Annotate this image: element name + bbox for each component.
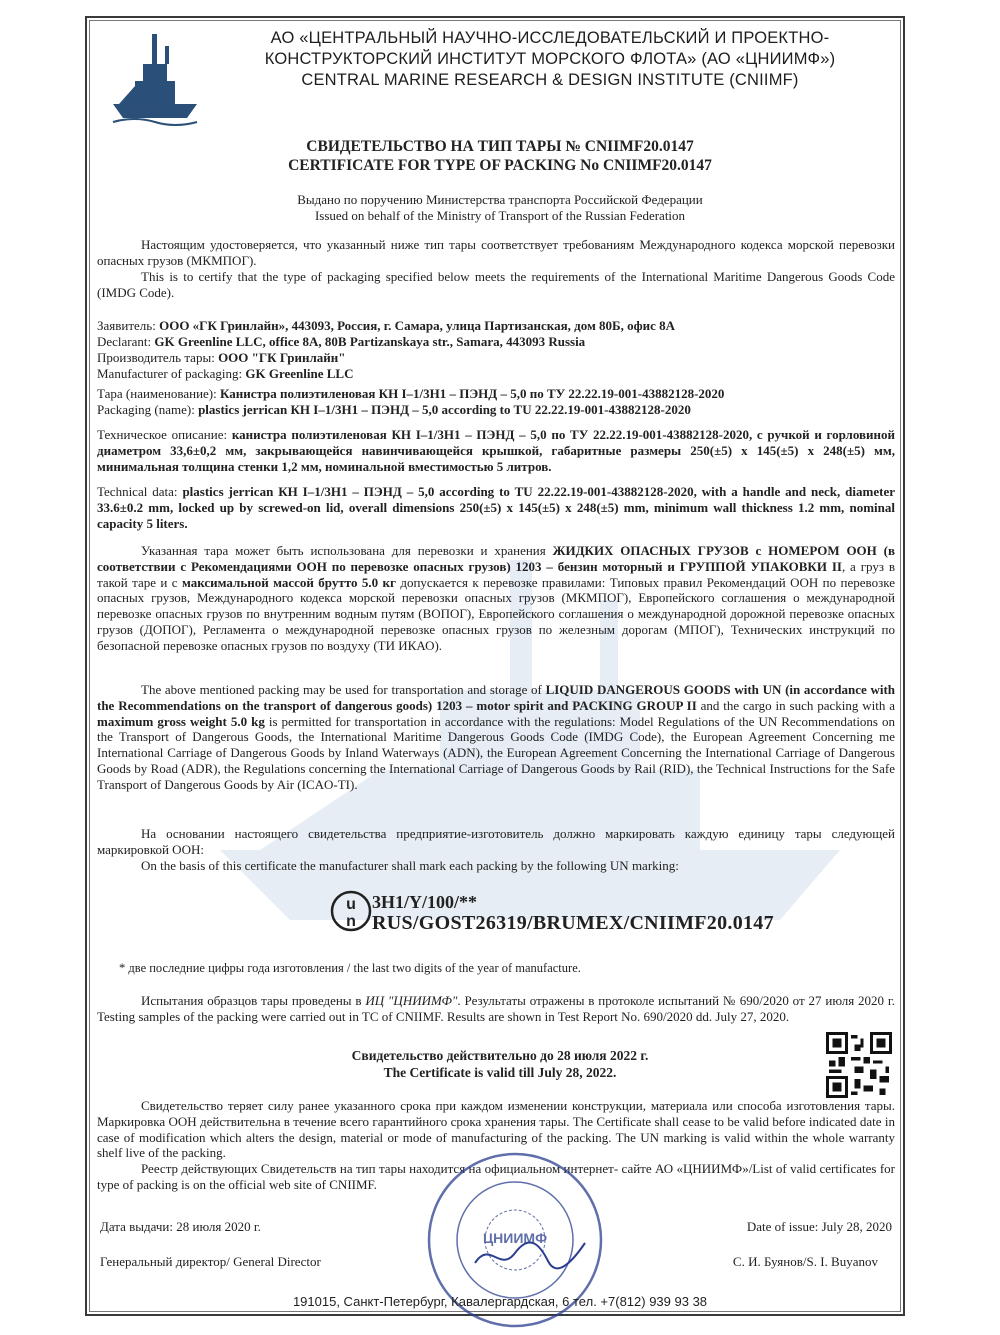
applicant-label: Заявитель:	[97, 318, 156, 333]
tara-value: Канистра полиэтиленовая КН I–1/3Н1 – ПЭНД – 5,0 по ТУ 22.22.19-001-43882128-2020	[220, 386, 725, 401]
tests-part: Испытания образцов тары проведены в	[141, 993, 366, 1008]
marking-en: On the basis of this certificate the manufacturer shall mark each packing by the following UN marking:	[141, 858, 679, 873]
issued-ru: Выдано по поручению Министерства транспорта Российской Федерации	[297, 192, 703, 207]
tech-ru	[97, 427, 895, 474]
packaging-value: plastics jerrican КН I–1/3Н1 – ПЭНД – 5,0 according to TU 22.22.19-001-43882128-2020	[198, 402, 691, 417]
header-line-2: КОНСТРУКТОРСКИЙ ИНСТИТУТ МОРСКОГО ФЛОТА» (АО «ЦНИИМФ»)	[264, 50, 836, 68]
loses-paragraph: Свидетельство теряет силу ранее указанного срока при каждом изменении конструкции, материала или способа изготовления тары. Маркировка ООН действительна в течение всего гарантийного срока хранения тары. The Certificate shall cease to be valid before indicated date in case of modification which alters the design, material or mode of manufacturing of the packing. The UN marking is valid within the whole warranty shelf live of the packing.	[97, 1098, 895, 1161]
certify-en: This is to certify that the type of packaging specified below meets the requirements of the International Maritime Dangerous Goods Code (IMDG Code).	[97, 269, 895, 300]
title-ru: СВИДЕТЕЛЬСТВО НА ТИП ТАРЫ № CNIIMF20.0147	[306, 138, 694, 155]
director-title: Генеральный директор/ General Director	[100, 1254, 321, 1269]
applicant-row	[97, 318, 895, 334]
title-en: CERTIFICATE FOR TYPE OF PACKING No CNIIMF20.0147	[288, 157, 712, 174]
un-marking-line-2: RUS/GOST26319/BRUMEX/CNIIMF20.0147	[372, 912, 774, 934]
usage-en-part: is permitted for transportation in accordance with the regulations: Model Regulations of the UN Recommendations on the Transport of Dangerous Goods, the International Maritime Dangerous Goods Code (IMDG Code), the European Agreement Concerning me International Carriage of Dangerous Goods by Inland Waterways (ADN), the European Agreement Concerning the International Carriage of Dangerous Goods by Road (ADR), the Regulations concerning the International Carriage of Dangerous Goods by Rail (RID), the Technical Instructions for the Safe Transport of Dangerous Goods by Air (ICAO-TI).	[97, 713, 895, 792]
signatory-name: С. И. Буянов/S. I. Buyanov	[732, 1254, 878, 1269]
un-u: u	[346, 896, 356, 913]
header-line-1: АО «ЦЕНТРАЛЬНЫЙ НАУЧНО-ИССЛЕДОВАТЕЛЬСКИЙ И ПРОЕКТНО-	[270, 29, 830, 47]
tech-ru-value: канистра полиэтиленовая КН I–1/3Н1 – ПЭНД – 5,0 по ТУ 22.22.19-001-43882128-2020, с ручкой и горловиной диаметром 33,6±0,2 мм, закрывающейся навинчивающейся крышкой, габаритные размеры 250(±5) х 145(±5) х 248(±5) мм, минимальная толщина стенки 1,2 мм, номинальной вместимостью 5 литров.	[97, 427, 896, 474]
manufacturer-en-value: GK Greenline LLC	[245, 366, 354, 381]
packaging-row	[97, 402, 895, 418]
declarant-label: Declarant:	[97, 334, 152, 349]
issued-en: Issued on behalf of the Ministry of Transport of the Russian Federation	[314, 208, 686, 223]
usage-ru-part: , а груз в такой таре и с	[97, 558, 895, 590]
applicant-value: ООО «ГК Гринлайн», 443093, Россия, г. Самара, улица Партизанская, дом 80Б, офис 8А	[159, 318, 676, 333]
tech-ru-label: Техническое описание:	[97, 427, 228, 442]
tara-row	[97, 386, 895, 402]
packaging-label: Packaging (name):	[97, 402, 195, 417]
usage-en-part: and the cargo in such packing with a	[696, 697, 895, 713]
declarant-row	[97, 334, 895, 350]
tests-italic: ИЦ "ЦНИИМФ"	[365, 993, 458, 1008]
manufacturer-en-label: Manufacturer of packaging:	[97, 366, 243, 381]
marking-footnote: * две последние цифры года изготовления / the last two digits of the year of manufacture.	[119, 961, 581, 975]
tests-part: . Результаты отражены в протоколе испытаний № 690/2020 от 27 июля 2020 г. Testing samples of the packing were carried out in TC of CNIIMF. Results are shown in Test Report No. 690/2020 dd. July 27, 2020.	[97, 993, 895, 1024]
marking-ru: На основании настоящего свидетельства предприятие-изготовитель должно маркировать каждую единицу тары следующей маркировкой ООН:	[97, 826, 895, 857]
qr-code-icon	[826, 1032, 892, 1098]
validity-en: The Certificate is valid till July 28, 2022.	[383, 1065, 617, 1080]
declarant-value: GK Greenline LLC, office 8A, 80B Partizanskaya str., Samara, 443093 Russia	[154, 334, 586, 349]
usage-ru-part: допускается к перевозке правилами: Типовых правил Рекомендаций ООН по перевозке опасных грузов, Международного кодекса морской перевозки опасных грузов (МКМПОГ), Европейского соглашения о международной перевозке опасных грузов по внутренним водным путям (ВОПОГ), Европейского соглашения о международной дорожной перевозке опасных грузов (ДОПОГ), Регламента о международной перевозке опасных грузов по железным дорогам (МПОГ), Технических инструкций по безопасной перевозке опасных грузов по воздуху (ТИ ИКАО).	[97, 574, 895, 653]
un-n: n	[346, 913, 356, 930]
usage-ru-part: Указанная тара может быть использована для перевозки и хранения	[141, 543, 553, 558]
usage-ru-bold: ЖИДКИХ ОПАСНЫХ ГРУЗОВ с НОМЕРОМ ООН (в соответствии с Рекомендациями ООН по перевозке опасных грузов) 1203 – бензин моторный и ГРУППОЙ УПАКОВКИ II	[97, 543, 895, 574]
issue-date-en: Date of issue: July 28, 2020	[746, 1219, 892, 1234]
un-packaging-symbol-icon	[330, 890, 372, 932]
tech-en-value: plastics jerrican КН I–1/3Н1 – ПЭНД – 5,0 according to TU 22.22.19-001-43882128-2020, with a handle and neck, diameter 33.6±0.2 mm, locked up by screwed-on lid, overall dimensions 250(±5) x 145(±5) x 248(±5) mm, minimum wall thickness 1.2 mm, nominal capacity 5 liters.	[97, 484, 895, 531]
usage-en-part: The above mentioned packing may be used for transportation and storage of	[141, 682, 546, 697]
manufacturer-ru-value: ООО "ГК Гринлайн"	[218, 350, 346, 365]
un-marking-line-1: 3H1/Y/100/**	[372, 892, 478, 912]
usage-ru-bold: максимальной массой брутто 5.0 кг	[181, 574, 396, 590]
signature-icon	[470, 1235, 590, 1275]
usage-en-bold: maximum gross weight 5.0 kg	[97, 713, 265, 729]
certify-ru: Настоящим удостоверяется, что указанный ниже тип тары соответствует требованиям Международного кодекса морской перевозки опасных грузов (МКМПОГ).	[97, 237, 895, 268]
stamp-center-text: ЦНИИМФ	[482, 1230, 548, 1246]
validity-ru: Свидетельство действительно до 28 июля 2022 г.	[351, 1048, 649, 1063]
usage-ru	[97, 543, 895, 654]
manufacturer-en-row	[97, 366, 895, 382]
manufacturer-ru-row	[97, 350, 895, 366]
tests-paragraph	[97, 993, 895, 1025]
header-line-3: CENTRAL MARINE RESEARCH & DESIGN INSTITUTE (CNIIMF)	[301, 71, 799, 89]
usage-en-bold: LIQUID DANGEROUS GOODS with UN (in accordance with the Recommendations on the transport of dangerous goods) 1203 – motor spirit and PACKING GROUP II	[97, 682, 895, 713]
tech-en-label: Technical data:	[97, 484, 178, 499]
logo-caption: ЦНИИМФ	[129, 108, 181, 120]
footer-address: 191015, Санкт-Петербург, Кавалергардская, 6 тел. +7(812) 939 93 38	[292, 1294, 708, 1309]
manufacturer-ru-label: Производитель тары:	[97, 350, 215, 365]
usage-en	[97, 682, 895, 793]
registry-paragraph: Реестр действующих Свидетельств на тип тары находится на официальном интернет- сайте АО «ЦНИИМФ»/List of valid certificates for type of packing is on the official web site of CNIIMF.	[97, 1161, 895, 1192]
tara-label: Тара (наименование):	[97, 386, 217, 401]
issue-date-ru: Дата выдачи: 28 июля 2020 г.	[100, 1219, 261, 1234]
tech-en	[97, 484, 895, 531]
institute-header	[250, 28, 850, 91]
